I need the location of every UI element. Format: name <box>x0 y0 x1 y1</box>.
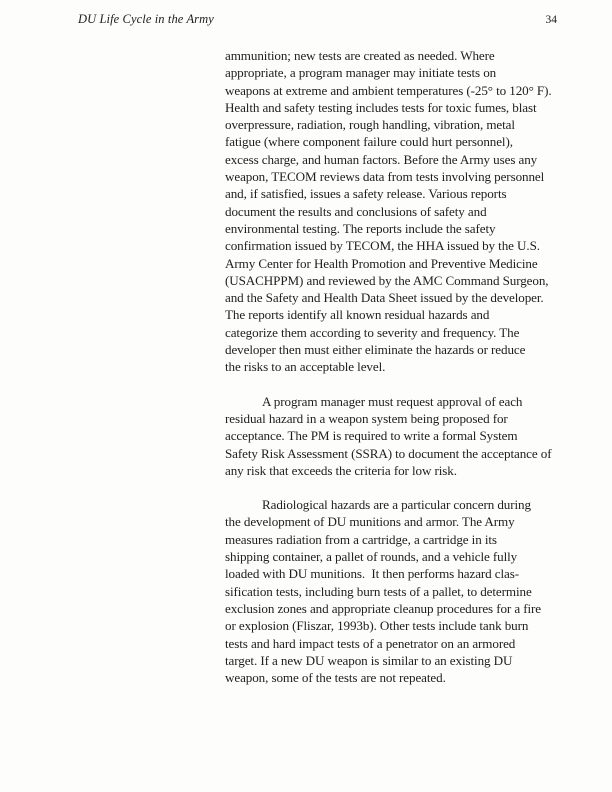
text-line: loaded with DU munitions. It then performs hazard clas- <box>225 566 520 582</box>
text-line: (USACHPPM) and reviewed by the AMC Command Surgeon, <box>225 272 549 288</box>
body-paragraph <box>225 496 559 686</box>
text-line: sification tests, including burn tests of a pallet, to determine <box>225 583 532 599</box>
text-line: fatigue (where component failure could hurt personnel), <box>225 134 513 150</box>
text-line: residual hazard in a weapon system being proposed for <box>225 410 508 426</box>
text-line: tests and hard impact tests of a penetrator on an armored <box>225 635 516 651</box>
text-line: and the Safety and Health Data Sheet issued by the developer. <box>225 290 544 306</box>
text-line: overpressure, radiation, rough handling, vibration, metal <box>225 117 515 133</box>
text-line: Radiological hazards are a particular concern during <box>262 497 531 513</box>
text-line: excess charge, and human factors. Before the Army uses any <box>225 151 538 167</box>
text-line: weapon, TECOM reviews data from tests involving personnel <box>225 169 545 185</box>
text-line: target. If a new DU weapon is similar to an existing DU <box>225 652 513 668</box>
text-line: The reports identify all known residual hazards and <box>225 307 490 323</box>
text-line: shipping container, a pallet of rounds, and a vehicle fully <box>225 549 518 565</box>
text-line: acceptance. The PM is required to write a formal System <box>225 428 518 444</box>
body-paragraph <box>225 47 559 376</box>
page-number: 34 <box>545 14 557 26</box>
text-line: Safety Risk Assessment (SSRA) to document the acceptance of <box>225 445 552 461</box>
body-paragraph <box>225 393 559 479</box>
text-line: Health and safety testing includes tests for toxic fumes, blast <box>225 99 537 115</box>
text-line: developer then must either eliminate the hazards or reduce <box>225 342 526 358</box>
text-line: any risk that exceeds the criteria for low risk. <box>225 462 457 478</box>
text-line: and, if satisfied, issues a safety release. Various reports <box>225 186 507 202</box>
text-line: environmental testing. The reports include the safety <box>225 220 496 236</box>
text-line: exclusion zones and appropriate cleanup procedures for a fire <box>225 600 542 616</box>
body-text <box>225 47 559 686</box>
text-line: the risks to an acceptable level. <box>225 359 386 375</box>
text-line: weapon, some of the tests are not repeated. <box>225 670 446 686</box>
text-line: the development of DU munitions and armor. The Army <box>225 514 515 530</box>
text-line: appropriate, a program manager may initiate tests on <box>225 65 497 81</box>
text-line: ammunition; new tests are created as needed. Where <box>225 48 495 63</box>
text-line: document the results and conclusions of safety and <box>225 203 487 219</box>
text-line: categorize them according to severity and frequency. The <box>225 324 520 340</box>
text-line: weapons at extreme and ambient temperatures (-25° to 120° F). <box>225 82 552 98</box>
text-line: or explosion (Fliszar, 1993b). Other tests include tank burn <box>225 618 529 634</box>
text-line: A program manager must request approval of each <box>262 393 523 409</box>
running-header-title: DU Life Cycle in the Army <box>78 12 214 26</box>
text-line: measures radiation from a cartridge, a cartridge in its <box>225 531 497 547</box>
text-line: confirmation issued by TECOM, the HHA issued by the U.S. <box>225 238 540 254</box>
running-header <box>78 12 557 27</box>
text-line: Army Center for Health Promotion and Preventive Medicine <box>225 255 538 271</box>
